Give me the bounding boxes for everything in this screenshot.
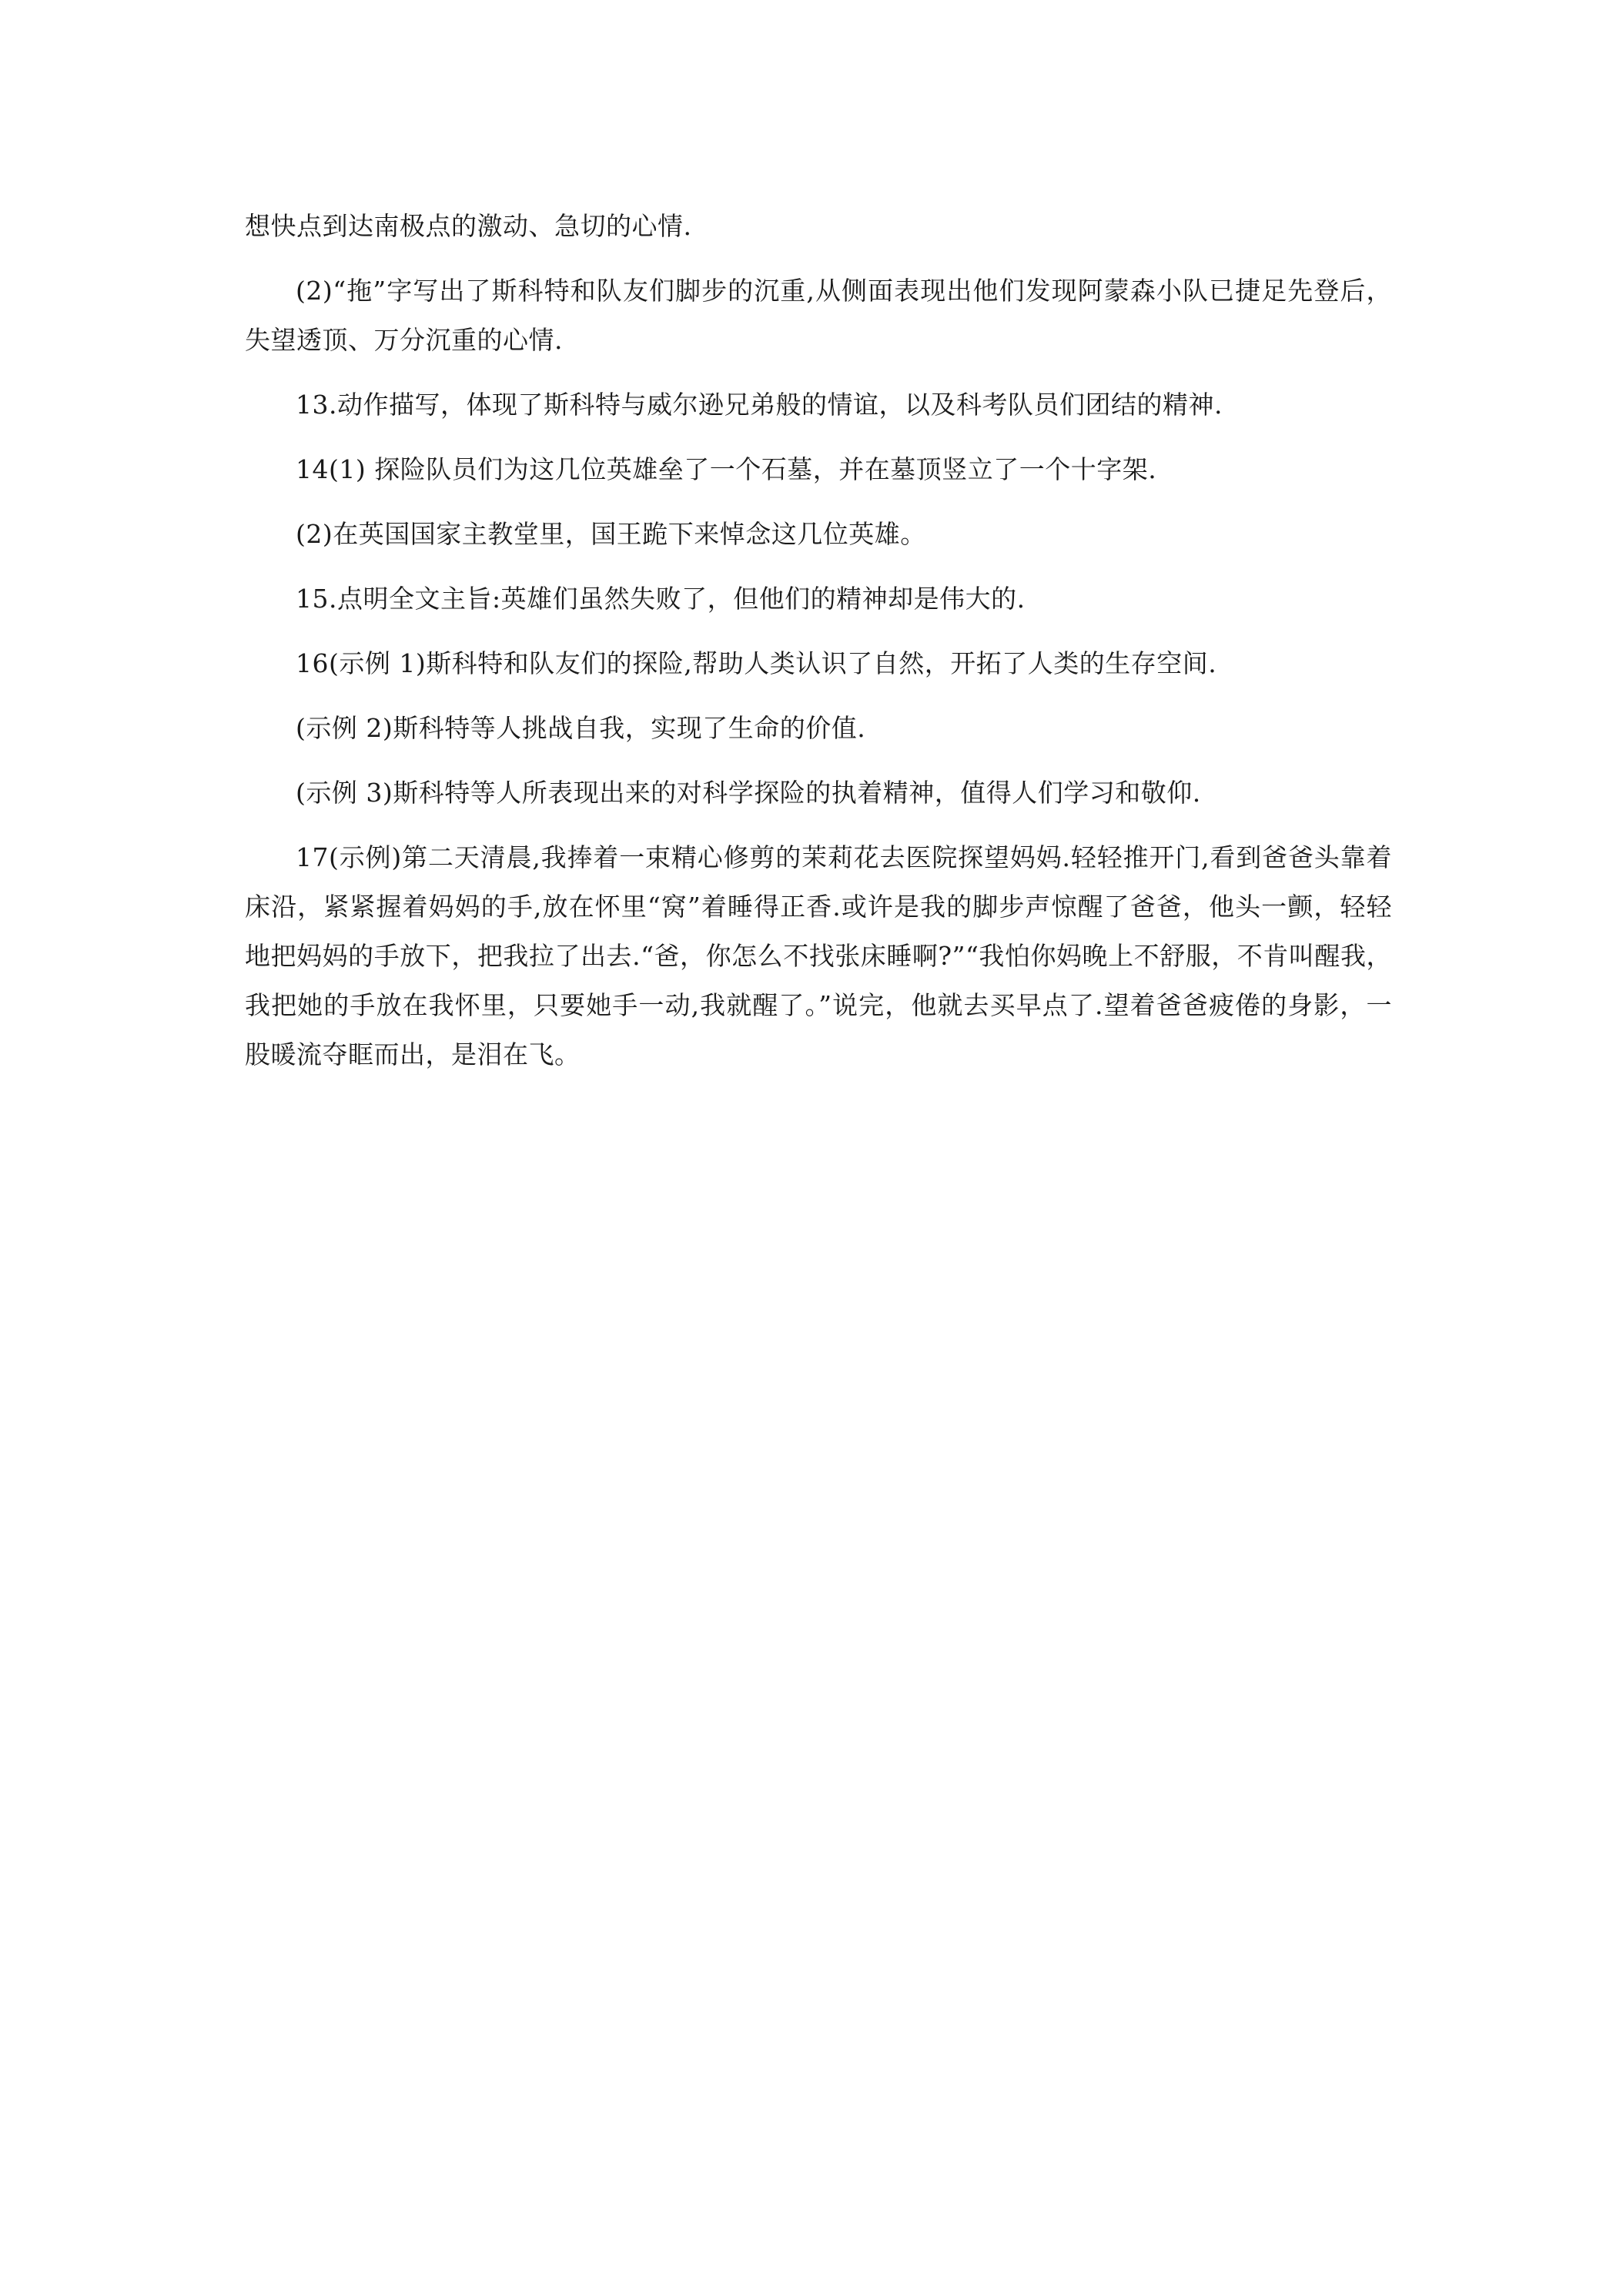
paragraph-answer-14-2: (2)在英国国家主教堂里，国王跪下来悼念这几位英雄。 <box>296 519 926 549</box>
paragraph-answer-13: 13.动作描写，体现了斯科特与威尔逊兄弟般的情谊，以及科考队员们团结的精神. <box>296 390 1223 420</box>
paragraph-answer-15: 15.点明全文主旨:英雄们虽然失败了，但他们的精神却是伟大的. <box>296 584 1026 614</box>
paragraph-answer-16-example-2: (示例 2)斯科特等人挑战自我，实现了生命的价值. <box>296 713 866 743</box>
paragraph-answer-12-2: (2)“拖”字写出了斯科特和队友们脚步的沉重,从侧面表现出他们发现阿蒙森小队已捷足先登后，失望透顶、万分沉重的心情. <box>245 276 1392 355</box>
paragraph-answer-16-example-3: (示例 3)斯科特等人所表现出来的对科学探险的执着精神，值得人们学习和敬仰. <box>296 778 1201 808</box>
answer-text-body <box>245 202 1392 1095</box>
paragraph-answer-14-1: 14(1) 探险队员们为这几位英雄垒了一个石墓，并在墓顶竖立了一个十字架. <box>296 454 1157 484</box>
paragraph-answer-17: 17(示例)第二天清晨,我捧着一束精心修剪的茉莉花去医院探望妈妈.轻轻推开门,看到爸爸头靠着床沿，紧紧握着妈妈的手,放在怀里“窝”着睡得正香.或许是我的脚步声惊醒了爸爸，他头一颤，轻轻地把妈妈的手放下，把我拉了出去.“爸，你怎么不找张床睡啊?”“我怕你妈晚上不舒服，不肯叫醒我，我把她的手放在我怀里，只要她手一动,我就醒了。”说完，他就去买早点了.望着爸爸疲倦的身影，一股暖流夺眶而出，是泪在飞。 <box>245 842 1392 1069</box>
paragraph-continuation: 想快点到达南极点的激动、急切的心情. <box>245 211 692 241</box>
paragraph-answer-16-example-1: 16(示例 1)斯科特和队友们的探险,帮助人类认识了自然，开拓了人类的生存空间. <box>296 648 1217 678</box>
